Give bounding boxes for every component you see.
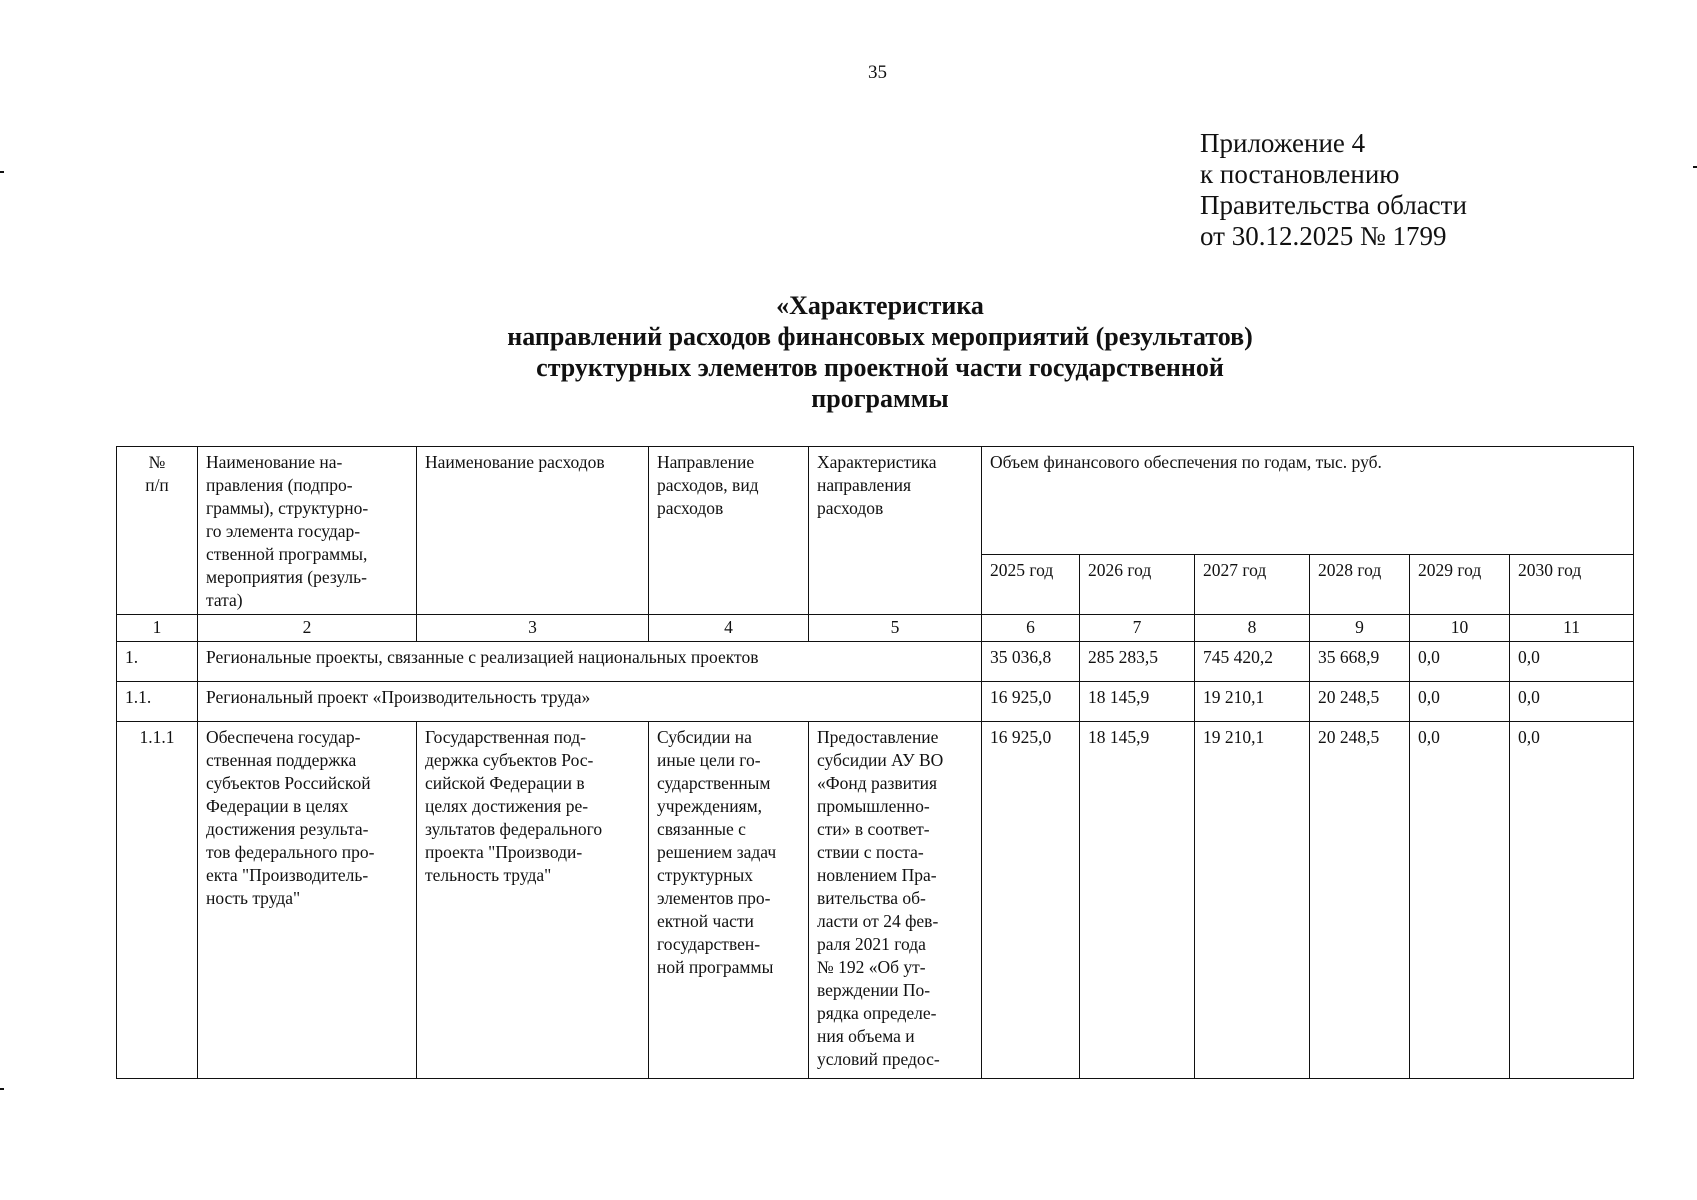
header-characteristic: Характеристика направления расходов: [809, 447, 982, 615]
expense-characteristics-table: [116, 446, 1634, 1079]
column-number: 4: [649, 615, 809, 642]
column-number-row: [117, 615, 1634, 642]
scan-margin-mark: [0, 1088, 4, 1090]
row-name: Региональный проект «Производительность труда»: [198, 682, 982, 722]
table-row: [117, 682, 1634, 722]
scan-margin-mark: [0, 171, 4, 173]
row-direction-type: Субсидии на иные цели го- сударственным учреждениям, связанные с решением задач структурных элементов про- ектной части государствен- ной программы: [649, 722, 809, 1079]
row-num: 1.1.: [117, 682, 198, 722]
scan-margin-mark: [1693, 166, 1697, 168]
appendix-line: от 30.12.2025 № 1799: [1200, 221, 1447, 251]
table-row: [117, 722, 1634, 1079]
column-number: 8: [1195, 615, 1310, 642]
row-value: 0,0: [1410, 722, 1510, 1079]
header-expense-name: Наименование расходов: [417, 447, 649, 615]
row-num: 1.1.1: [117, 722, 198, 1079]
row-value: 0,0: [1510, 682, 1634, 722]
row-value: 745 420,2: [1195, 642, 1310, 682]
row-value: 18 145,9: [1080, 722, 1195, 1079]
row-name: Региональные проекты, связанные с реализацией национальных проектов: [198, 642, 982, 682]
page-number: 35: [868, 62, 887, 83]
row-value: 19 210,1: [1195, 722, 1310, 1079]
row-direction-name: Обеспечена государ- ственная поддержка субъектов Российской Федерации в целях достижения результа- тов федерального про- екта "Производитель- ность труда": [198, 722, 417, 1079]
column-number: 3: [417, 615, 649, 642]
column-number: 10: [1410, 615, 1510, 642]
title-line: «Характеристика: [776, 291, 984, 320]
column-number: 6: [982, 615, 1080, 642]
row-value: 16 925,0: [982, 682, 1080, 722]
table-header-row: [117, 447, 1634, 555]
row-value: 35 036,8: [982, 642, 1080, 682]
column-number: 2: [198, 615, 417, 642]
column-number: 7: [1080, 615, 1195, 642]
row-value: 20 248,5: [1310, 682, 1410, 722]
header-year: 2027 год: [1195, 555, 1310, 615]
header-year: 2028 год: [1310, 555, 1410, 615]
column-number: 11: [1510, 615, 1634, 642]
row-value: 18 145,9: [1080, 682, 1195, 722]
header-year: 2030 год: [1510, 555, 1634, 615]
column-number: 5: [809, 615, 982, 642]
appendix-line: Правительства области: [1200, 190, 1467, 220]
row-value: 19 210,1: [1195, 682, 1310, 722]
row-value: 20 248,5: [1310, 722, 1410, 1079]
row-value: 35 668,9: [1310, 642, 1410, 682]
column-number: 9: [1310, 615, 1410, 642]
title-line: структурных элементов проектной части государственной: [536, 353, 1224, 382]
header-num: № п/п: [117, 447, 198, 615]
row-expense-name: Государственная под- держка субъектов Рос- сийской Федерации в целях достижения ре- зультатов федерального проекта "Производи- тельность труда": [417, 722, 649, 1079]
header-volume: Объем финансового обеспечения по годам, тыс. руб.: [982, 447, 1634, 555]
header-direction-type: Направление расходов, вид расходов: [649, 447, 809, 615]
header-direction-name: Наименование на- правления (подпро- граммы), структурно- го элемента государ- ственной программы, мероприятия (резуль- тата): [198, 447, 417, 615]
row-value: 0,0: [1510, 722, 1634, 1079]
table-row: [117, 642, 1634, 682]
row-characteristic: Предоставление субсидии АУ ВО «Фонд развития промышленно- сти» в соответ- ствии с поста- новлением Пра- вительства об- ласти от 24 фев- раля 2021 года № 192 «Об ут- верждении По- рядка определе- ния объема и условий предос-: [809, 722, 982, 1079]
header-year: 2025 год: [982, 555, 1080, 615]
header-year: 2029 год: [1410, 555, 1510, 615]
appendix-line: к постановлению: [1200, 159, 1400, 189]
row-value: 0,0: [1510, 642, 1634, 682]
title-line: направлений расходов финансовых мероприятий (результатов): [507, 322, 1253, 351]
title-line: программы: [811, 384, 949, 413]
column-number: 1: [117, 615, 198, 642]
appendix-line: Приложение 4: [1200, 128, 1366, 158]
row-value: 16 925,0: [982, 722, 1080, 1079]
row-value: 0,0: [1410, 642, 1510, 682]
appendix-reference: [1200, 128, 1467, 252]
row-value: 285 283,5: [1080, 642, 1195, 682]
header-year: 2026 год: [1080, 555, 1195, 615]
row-num: 1.: [117, 642, 198, 682]
document-title: [430, 290, 1330, 414]
row-value: 0,0: [1410, 682, 1510, 722]
